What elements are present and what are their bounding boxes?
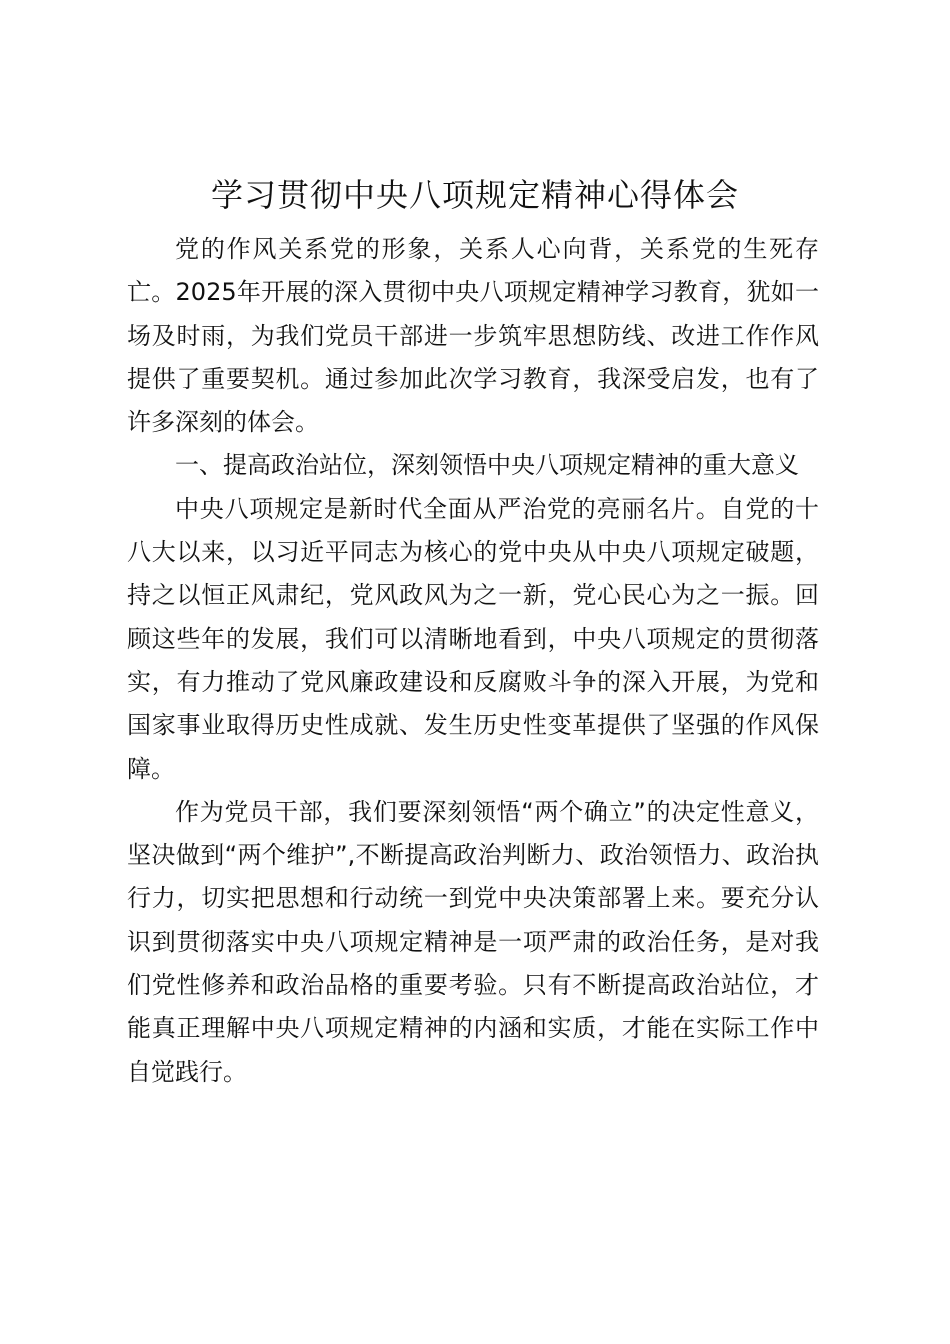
document-body [127,228,819,1094]
body-paragraph: 中央八项规定是新时代全面从严治党的亮丽名片。自党的十八大以来，以习近平同志为核心的党中央从中央八项规定破题，持之以恒正风肃纪，党风政风为之一新，党心民心为之一振。回顾这些年的发展，我们可以清晰地看到，中央八项规定的贯彻落实，有力推动了党风廉政建设和反腐败斗争的深入开展，为党和国家事业取得历史性成就、发生历史性变革提供了坚强的作风保障。 [127,494,819,783]
section-heading: 一、提高政治站位，深刻领悟中央八项规定精神的重大意义 [175,451,799,480]
document-title: 学习贯彻中央八项规定精神心得体会 [210,176,739,214]
intro-paragraph: 党的作风关系党的形象，关系人心向背，关系党的生死存亡。2025年开展的深入贯彻中央八项规定精神学习教育，犹如一场及时雨，为我们党员干部进一步筑牢思想防线、改进工作作风提供了重要契机。通过参加此次学习教育，我深受启发，也有了许多深刻的体会。 [127,235,819,437]
body-paragraph: 作为党员干部，我们要深刻领悟“两个确立”的决定性意义，坚决做到“两个维护”,不断提高政治判断力、政治领悟力、政治执行力，切实把思想和行动统一到党中央决策部署上来。要充分认识到贯彻落实中央八项规定精神是一项严肃的政治任务，是对我们党性修养和政治品格的重要考验。只有不断提高政治站位，才能真正理解中央八项规定精神的内涵和实质，才能在实际工作中自觉践行。 [127,797,819,1086]
